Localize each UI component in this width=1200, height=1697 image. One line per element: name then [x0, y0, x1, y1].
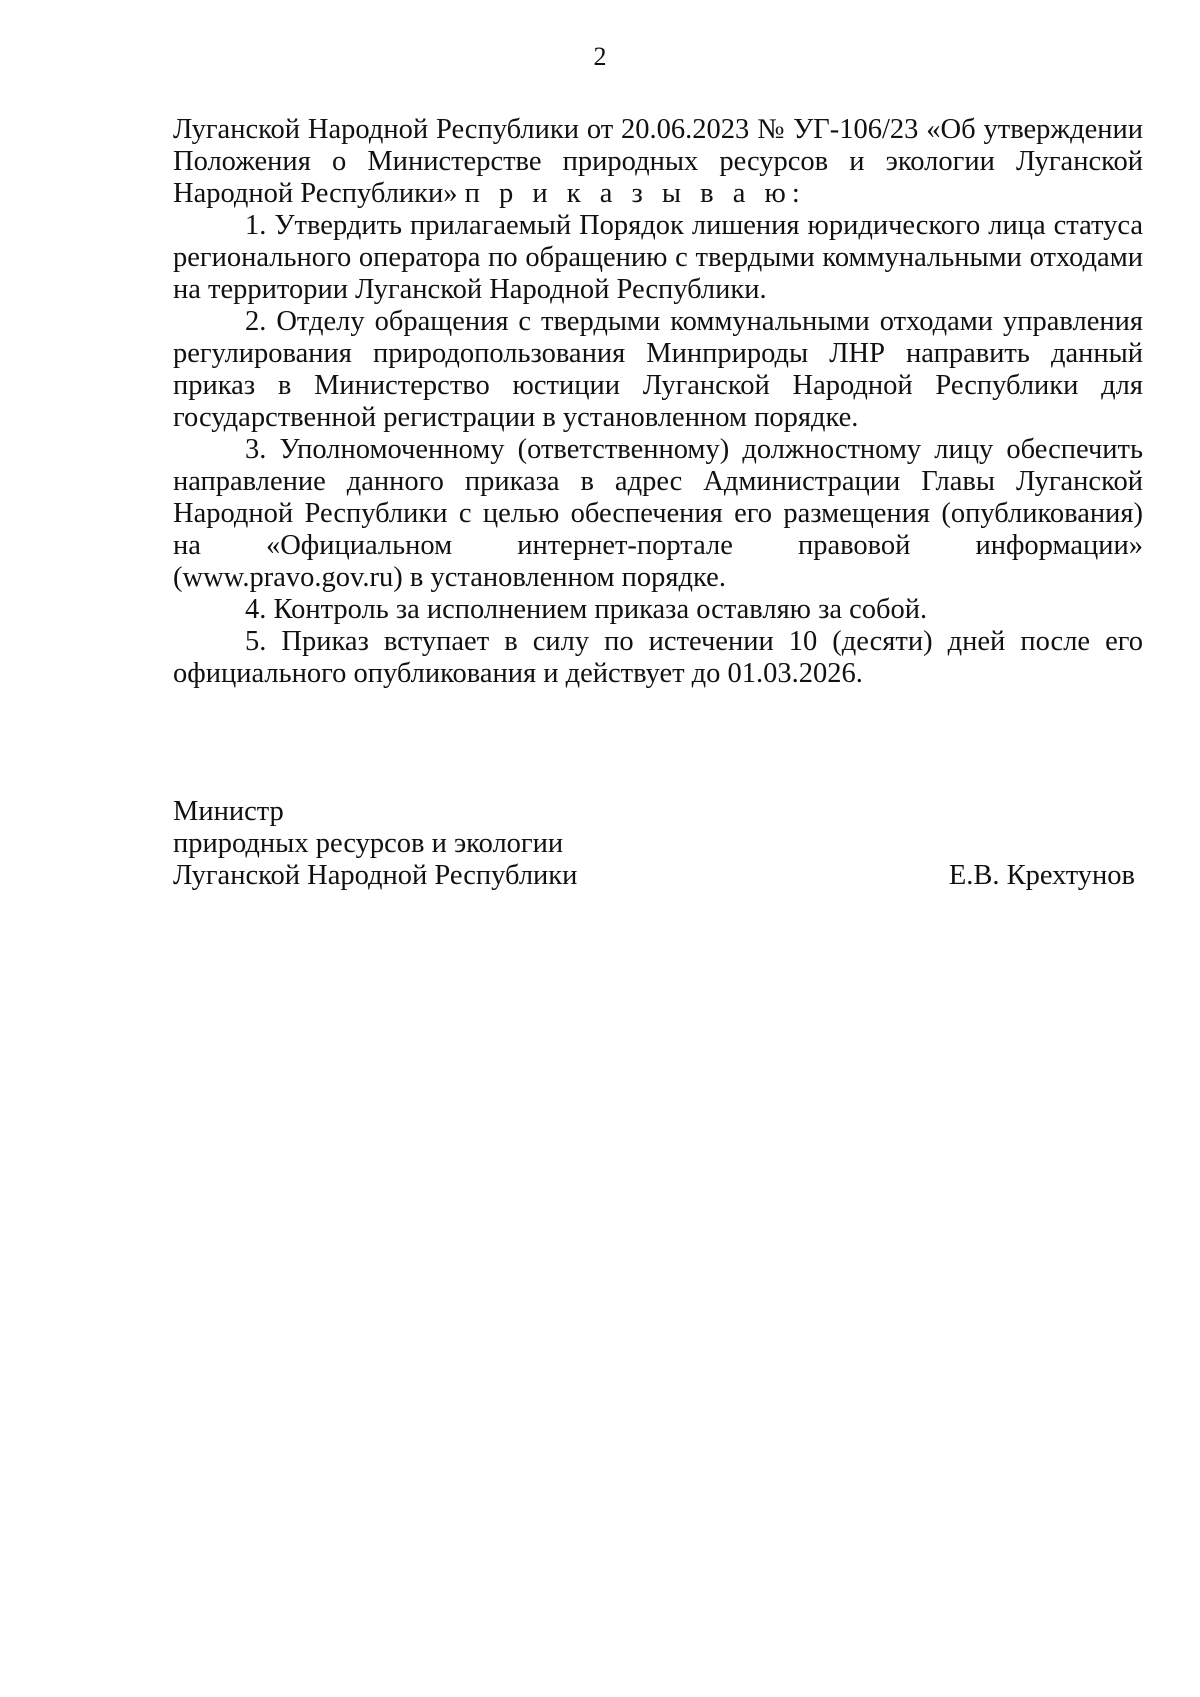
signer-name: Е.В. Крехтунов — [948, 860, 1135, 891]
order-item-2: 2. Отделу обращения с твердыми коммунальными отходами управления регулирования природопользования Минприроды ЛНР направить данный приказ в Министерство юстиции Луганской Народной Республики для государственной регистрации в установленном порядке. — [173, 306, 1143, 433]
intro-text: Луганской Народной Республики от 20.06.2023 № УГ-106/23 «Об утверждении Положения о Министерстве природных ресурсов и экологии Луганской Народной Республики» — [173, 114, 1143, 209]
intro-paragraph — [173, 114, 1143, 210]
signer-row — [173, 860, 1143, 892]
order-item-5: 5. Приказ вступает в силу по истечении 10 (десяти) дней после его официального опубликования и действует до 01.03.2026. — [173, 626, 1143, 689]
signer-title-line-3: Луганской Народной Республики — [173, 860, 578, 891]
order-item-3: 3. Уполномоченному (ответственному) должностному лицу обеспечить направление данного приказа в адрес Администрации Главы Луганской Народной Республики с целью обеспечения его размещения (опубликования) на «Официальном интернет-портале правовой информации» (www.pravo.gov.ru) в установленном порядке. — [173, 434, 1143, 593]
page-number: 2 — [593, 42, 607, 71]
order-item-1: 1. Утвердить прилагаемый Порядок лишения юридического лица статуса регионального оператора по обращению с твердыми коммунальными отходами на территории Луганской Народной Республики. — [173, 210, 1143, 305]
signer-title-line-1: Министр — [173, 796, 284, 827]
order-item-4: 4. Контроль за исполнением приказа оставляю за собой. — [245, 594, 928, 625]
order-word: п р и к а з ы в а ю: — [464, 178, 806, 209]
signature-block — [173, 796, 1143, 892]
document-body — [173, 114, 1143, 690]
signer-title-line-2: природных ресурсов и экологии — [173, 828, 564, 859]
